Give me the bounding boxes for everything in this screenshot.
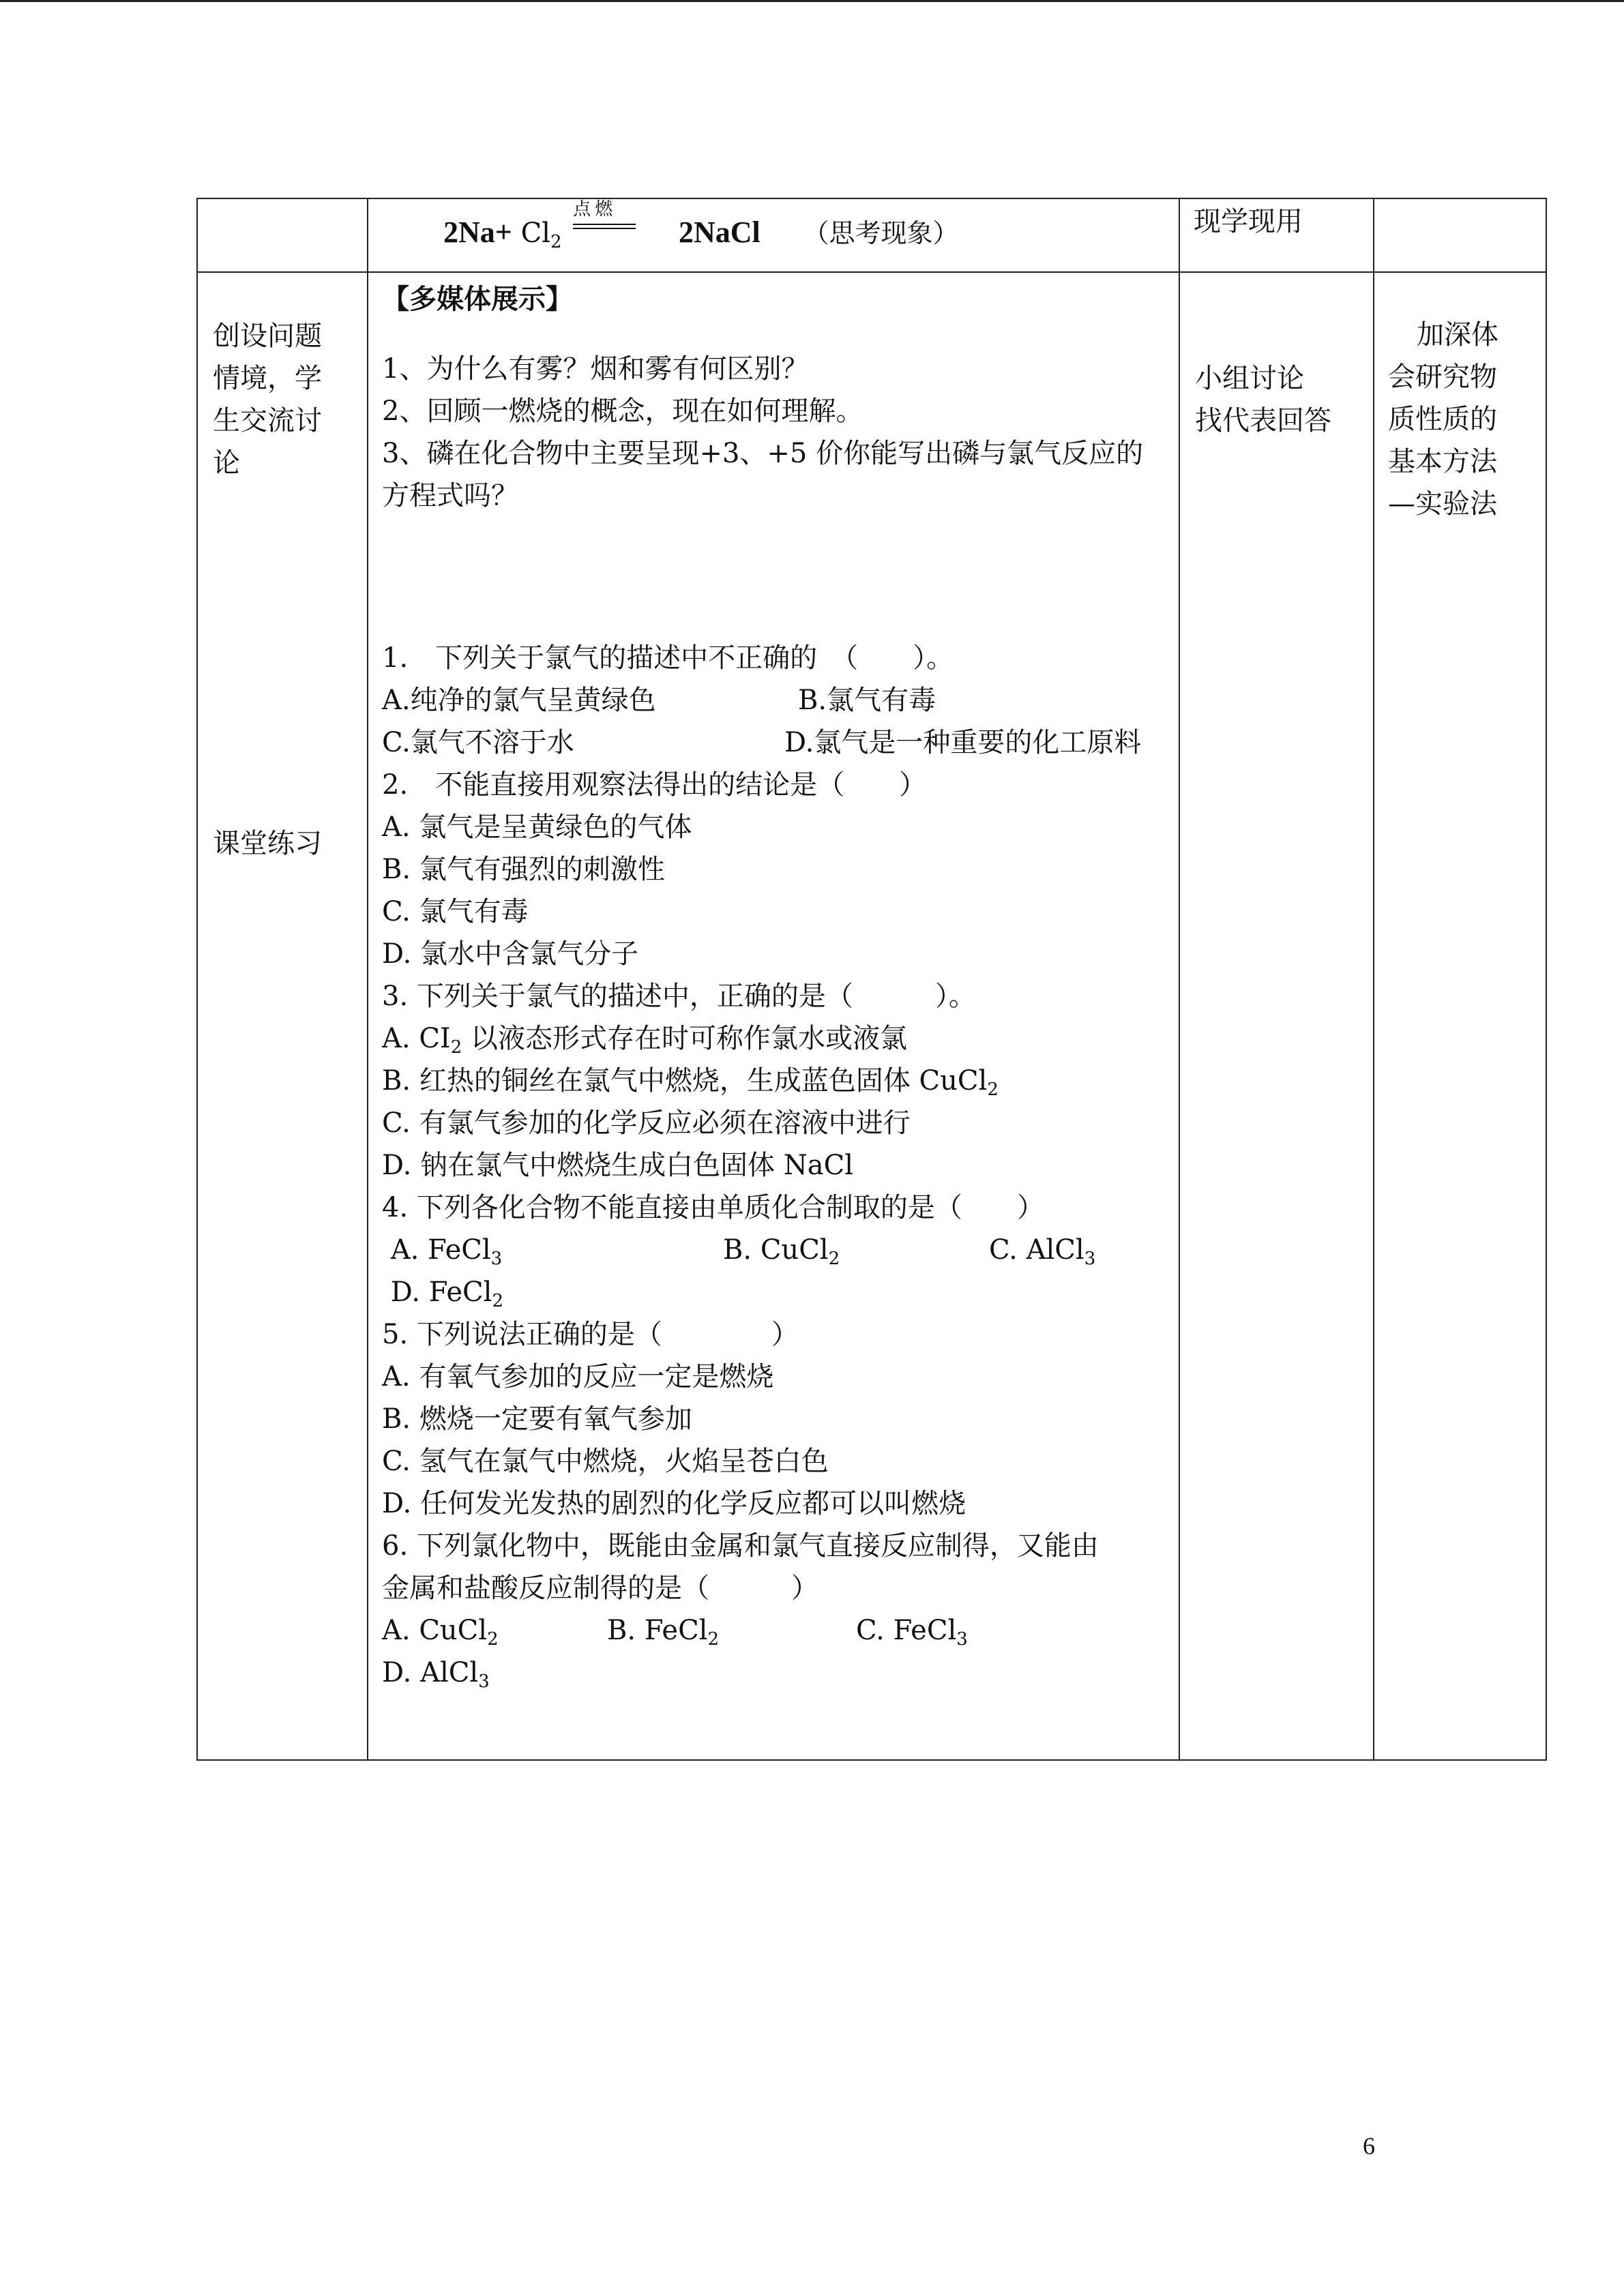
equation-product: 2NaCl <box>678 215 761 249</box>
equation-reactant-cl2: $Cl_2$ <box>520 218 562 252</box>
content-cell <box>368 272 1179 1760</box>
student-activity-cell <box>1179 272 1374 1760</box>
question-6-options-abc: A. CuCl$_2$ B. FeCl$_2$ C. FeCl$_3$ <box>382 1615 968 1650</box>
question-6-continued: 金属和盐酸反应制得的是（ ） <box>382 1572 818 1604</box>
question-5-option-a: A. 有氧气参加的反应一定是燃烧 <box>382 1361 774 1392</box>
multimedia-heading: 【多媒体展示】 <box>382 284 573 315</box>
question-3: 3. 下列关于氯气的描述中，正确的是（ ）。 <box>382 981 976 1012</box>
question-1: 1. 下列关于氯气的描述中不正确的 （ ）。 <box>382 642 954 674</box>
stage-cell <box>197 272 368 1760</box>
question-3-option-c: C. 有氯气参加的化学反应必须在溶液中进行 <box>382 1107 911 1139</box>
lesson-table <box>196 198 1547 1761</box>
question-5-option-c: C. 氢气在氯气中燃烧，火焰呈苍白色 <box>382 1446 829 1477</box>
top-rule <box>0 0 1624 2</box>
reaction-equation <box>368 199 1179 254</box>
main-row <box>197 272 1546 1760</box>
question-5-option-b: B. 燃烧一定要有氧气参加 <box>382 1403 692 1435</box>
question-5: 5. 下列说法正确的是（ ） <box>382 1319 799 1350</box>
equation-reactant-na: 2Na+ <box>443 215 512 249</box>
question-2-option-b: B. 氯气有强烈的刺激性 <box>382 854 665 885</box>
stage-cell-empty <box>197 198 368 272</box>
question-2-option-d: D. 氯水中含氯气分子 <box>382 938 639 970</box>
stage-practice: 课堂练习 <box>213 828 322 859</box>
question-6-option-d: D. AlCl$_3$ <box>382 1657 490 1692</box>
question-2: 2. 不能直接用观察法得出的结论是（ ） <box>382 769 927 801</box>
question-4-options-abc: A. FeCl$_3$ B. CuCl$_2$ C. AlCl$_3$ <box>382 1234 1096 1269</box>
page-number: 6 <box>1363 2132 1375 2160</box>
design-aim: 加深体 会研究物 质性质的 基本方法 —实验法 <box>1388 319 1498 520</box>
question-3-option-a: A. $CI_2$ 以液态形式存在时可称作氯水或液氯 <box>382 1023 907 1058</box>
question-4-option-d: D. FeCl$_2$ <box>382 1277 503 1311</box>
equation-cell <box>368 198 1179 272</box>
question-6: 6. 下列氯化物中，既能由金属和氯气直接反应制得，又能由 <box>382 1530 1099 1562</box>
question-2-option-a: A. 氯气是呈黄绿色的气体 <box>382 811 692 843</box>
discussion-questions: 1、为什么有雾？烟和雾有何区别？ 2、回顾一燃烧的概念，现在如何理解。 3、磷在化合物中主要呈现+3、+5 价你能写出磷与氯气反应的 方程式吗？ <box>382 353 1144 511</box>
question-5-option-d: D. 任何发光发热的剧烈的化学反应都可以叫燃烧 <box>382 1488 966 1519</box>
question-2-option-c: C. 氯气有毒 <box>382 896 529 927</box>
question-4: 4. 下列各化合物不能直接由单质化合制取的是（ ） <box>382 1192 1044 1223</box>
activity-cell <box>1179 198 1374 272</box>
question-3-option-b: B. 红热的铜丝在氯气中燃烧，生成蓝色固体 CuCl$_2$ <box>382 1065 999 1100</box>
question-1-options-cd: C.氯气不溶于水 D.氯气是一种重要的化工原料 <box>382 727 1142 758</box>
equation-row <box>197 198 1546 272</box>
reaction-condition: 点燃 <box>573 211 636 239</box>
question-3-option-d: D. 钠在氯气中燃烧生成白色固体 NaCl <box>382 1150 854 1181</box>
aim-cell-empty <box>1374 198 1546 272</box>
activity-text: 现学现用 <box>1194 206 1303 237</box>
student-activity: 小组讨论 找代表回答 <box>1195 363 1331 436</box>
design-aim-cell <box>1374 272 1546 1760</box>
question-1-options-ab: A.纯净的氯气呈黄绿色 B.氯气有毒 <box>382 685 936 716</box>
stage-discussion: 创设问题 情境，学 生交流讨 论 <box>213 320 322 479</box>
equation-note: （思考现象） <box>803 218 959 248</box>
exercise-list <box>382 637 1165 1694</box>
